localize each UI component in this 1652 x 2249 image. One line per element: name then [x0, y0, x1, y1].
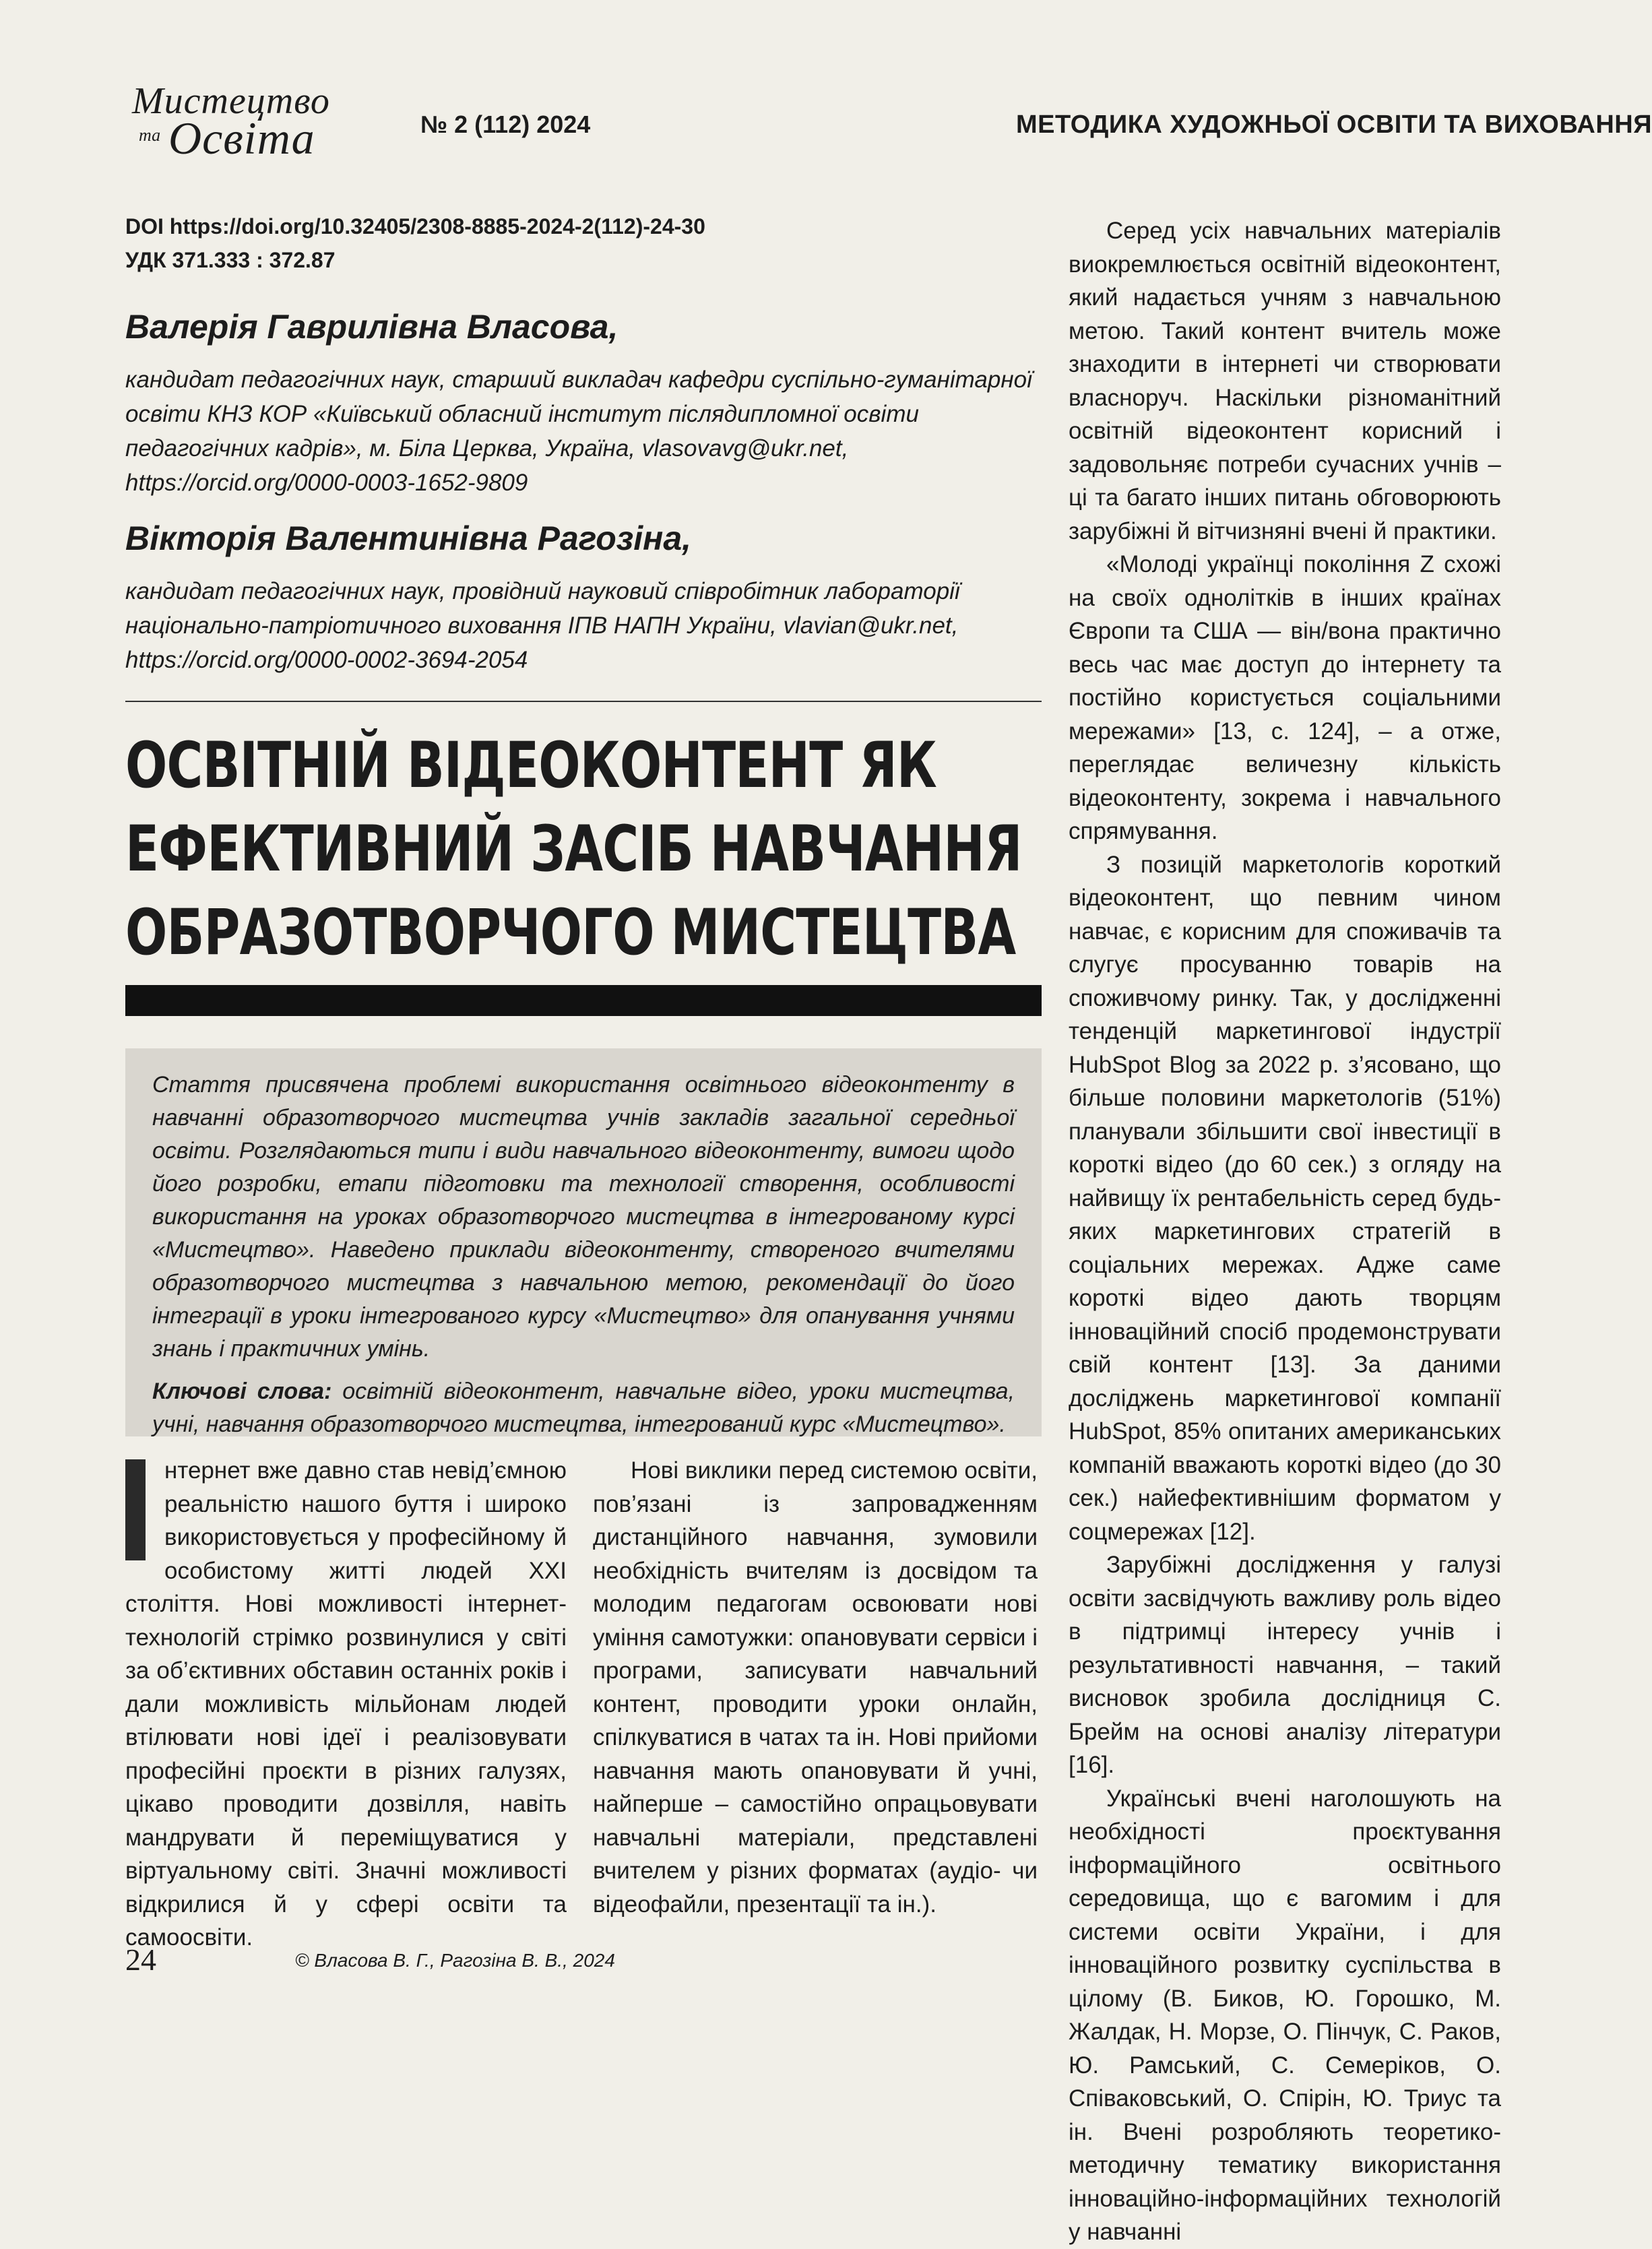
keywords [152, 1375, 1015, 1441]
logo-word-ta: та [139, 125, 161, 145]
section-title: МЕТОДИКА ХУДОЖНЬОЇ ОСВІТИ ТА ВИХОВАННЯ [1016, 110, 1652, 139]
paragraph: З позицій маркетологів короткий відеоконтент, що певним чином навчає, є корисним для споживачів та слугує просуванню товарів на споживчому ринку. Так, у дослідженні тенденцій маркетингової індустрії HubSpot Blog за 2022 р. з’ясовано, що більше половини маркетологів (51%) планували збільшити свої інвестиції в короткі відео (до 60 сек.) з огляду на найвищу їх рентабельність серед будь-яких маркетингових стратегій в соціальних мережах. Адже саме короткі відео дають творцям інноваційний спосіб продемонструвати свій контент [13]. За даними досліджень маркетингової компанії HubSpot, 85% опитаних американських компаній вважають короткі відео (до 30 сек.) найефективнішим форматом у соцмережах [12]. [1069, 851, 1501, 1545]
keywords-text: освітній відеоконтент, навчальне відео, уроки мистецтва, учні, навчання образотворчого мистецтва, інтегрований курс «Мистецтво». [152, 1379, 1015, 1437]
keywords-label: Ключові слова: [152, 1379, 332, 1404]
journal-logo [125, 74, 361, 168]
abstract-box [125, 1048, 1042, 1436]
paragraph: Нові виклики перед системою освіти, пов’язані із запровадженням дистанційного навчання, зумовили необхідність вчителям із досвідом та молодим педагогам освоювати нові уміння самотужки: опановувати сервіси і програми, записувати навчальний контент, проводити уроки онлайн, спілкуватися в чатах та ін. Нові прийоми навчання мають опановувати й учні, найперше – самостійно опрацьовувати навчальні матеріали, представлені вчителем у різних форматах (аудіо- чи відеофайли, презентації та ін.). [593, 1457, 1038, 1918]
title-bar [125, 985, 1042, 1016]
article-title [125, 724, 1022, 975]
page-number: 24 [125, 1942, 156, 1977]
divider [125, 701, 1042, 702]
title-line-2: ЕФЕКТИВНИЙ ЗАСІБ НАВЧАННЯ [125, 813, 1022, 886]
title-line-3: ОБРАЗОТВОРЧОГО МИСТЕЦТВА [125, 896, 1016, 970]
author-affiliation-2: кандидат педагогічних наук, провідний науковий співробітник лабораторії національно-патріотичного виховання ІПВ НАПН України, vlavian@ukr.net, https://orcid.org/0000-0002-3694-2054 [125, 578, 960, 673]
abstract-text: Стаття присвячена проблемі використання освітнього відеоконтенту в навчанні образотворчого мистецтва учнів закладів загальної середньої освіти. Розглядаються типи і види навчального відеоконтенту, вимоги щодо його розробки, етапи підготовки та технології створення, особливості використання на уроках образотворчого мистецтва в інтегрованому курсі «Мистецтво». Наведено приклади відеоконтенту, створеного вчителями образотворчого мистецтва з навчальною метою, рекомендації до його інтеграції в уроки інтегрованого курсу «Мистецтво» для опанування учнями знань і практичних умінь. [152, 1072, 1015, 1362]
paragraph: «Молоді українці покоління Z схожі на своїх однолітків в інших країнах Європи та США — він/вона практично весь час має доступ до інтернету та постійно користується соціальними мережами» [13, с. 124], – а отже, переглядає величезну кількість відеоконтенту, зокрема і навчального спрямування. [1069, 551, 1501, 844]
title-line-1: ОСВІТНІЙ ВІДЕОКОНТЕНТ ЯК [125, 729, 937, 802]
column-3 [1069, 214, 1501, 2249]
drop-cap [125, 1459, 146, 1560]
abstract [152, 1069, 1015, 1441]
copyright: © Власова В. Г., Рагозіна В. В., 2024 [295, 1950, 615, 1971]
paragraph: Серед усіх навчальних матеріалів виокремлюється освітній відеоконтент, який надається учням з навчальною метою. Такий контент вчитель може знаходити в інтернеті чи створювати власноруч. Наскільки різноманітний освітній відеоконтент корисний і задовольняє потреби сучасних учнів – ці та багато інших питань обговорюють зарубіжні й вітчизняні вчені й практики. [1069, 218, 1501, 544]
author-affiliation-1: кандидат педагогічних наук, старший викладач кафедри суспільно-гуманітарної освіти КНЗ КОР «Київський обласний інститут післядипломної освіти педагогічних кадрів», м. Біла Церква, Україна, vlasovavg@ukr.net, https://orcid.org/0000-0003-1652-9809 [125, 367, 1032, 496]
column-1 [125, 1454, 567, 1955]
udk: УДК 371.333 : 372.87 [125, 248, 336, 272]
paragraph: нтернет вже давно став невід’ємною реальністю нашого буття і широко використовується у професійному й особистому житті людей XXI століття. Нові можливості інтернет-технологій стрімко розвинулися у світі за об’єктивних обставин останніх років і дали можливість мільйонам людей втілювати нові ідеї і реалізовувати професійні проєкти в різних галузях, цікаво проводити дозвілля, навіть мандрувати й переміщуватися у віртуальному світі. Значні можливості відкрилися й у сфері освіти та самоосвіти. [125, 1457, 567, 1951]
column-2 [593, 1454, 1038, 1921]
logo-word-mystetstvo: Мистецтво [132, 80, 330, 122]
issue-number: № 2 (112) 2024 [420, 110, 591, 138]
paragraph: Зарубіжні дослідження у галузі освіти засвідчують важливу роль відео в підтримці інтересу учнів і результативності навчання, – такий висновок зробила дослідниця С. Брейм на основі аналізу літератури [16]. [1069, 1552, 1501, 1778]
doi: DOI https://doi.org/10.32405/2308-8885-2024-2(112)-24-30 [125, 214, 705, 239]
author-name-2: Вікторія Валентинівна Рагозіна, [125, 519, 692, 557]
author-name-1: Валерія Гаврилівна Власова, [125, 308, 618, 346]
logo-word-osvita: Освіта [168, 113, 315, 164]
paragraph: Українські вчені наголошують на необхідності проєктування інформаційного освітнього середовища, що є вагомим і для системи освіти України, і для інноваційного розвитку суспільства в цілому (В. Биков, Ю. Горошко, М. Жалдак, Н. Морзе, О. Пінчук, С. Раков, Ю. Рамський, С. Семеріков, О. Співаковський, О. Спірін, Ю. Триус та ін. Вчені розробляють теоретико-методичну тематику використання інноваційно-інформаційних технологій у навчанні [1069, 1785, 1501, 2245]
